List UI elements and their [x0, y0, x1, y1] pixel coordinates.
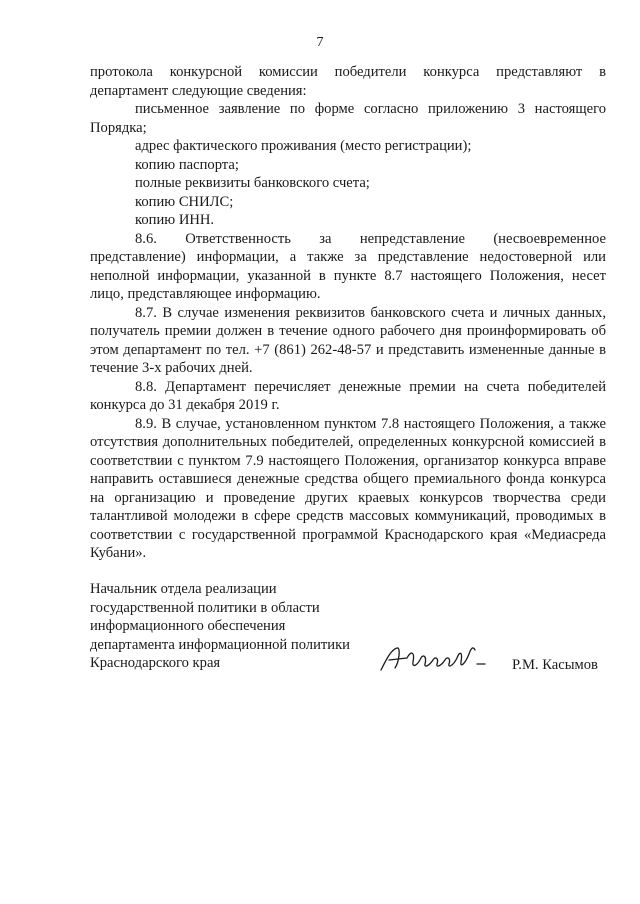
paragraph-8-6: 8.6. Ответственность за непредставление (несвоевременное представление) информации, а также за представление недостоверной или неполной информации, указанной в пункте 8.7 настоящего Положения, несет лицо, представляющее информацию.: [90, 230, 606, 302]
list-item: копию паспорта;: [135, 156, 239, 173]
signer-position-line: информационного обеспечения: [90, 618, 286, 634]
list-item: копию ИНН.: [135, 212, 215, 228]
paragraph-8-8: 8.8. Департамент перечисляет денежные премии на счета победителей конкурса до 31 декабря 2019 г.: [90, 378, 606, 413]
list-item: копию СНИЛС;: [135, 193, 234, 210]
list-item: полные реквизиты банковского счета;: [135, 175, 370, 191]
document-body: [90, 63, 606, 563]
required-documents-list: [90, 100, 606, 230]
handwritten-signature: [377, 640, 497, 676]
signer-name: Р.М. Касымов: [512, 657, 598, 673]
intro-paragraph: протокола конкурсной комиссии победители конкурса представляют в департамент следующие сведения:: [90, 64, 606, 99]
signer-position-line: Начальник отдела реализации: [90, 581, 277, 597]
signer-position-line: Краснодарского края: [90, 655, 221, 671]
paragraph-8-7: 8.7. В случае изменения реквизитов банковского счета и личных данных, получатель премии должен в течение одного рабочего дня проинформировать об этом департамент по тел. +7 (861) 262-48-57 и представить измененные данные в течение 3-х рабочих дней.: [90, 304, 606, 376]
list-item: письменное заявление по форме согласно приложению 3 настоящего Порядка;: [90, 101, 606, 136]
signature-block: [90, 580, 610, 673]
page-number: 7: [316, 35, 324, 50]
paragraph-8-9: 8.9. В случае, установленном пунктом 7.8 настоящего Положения, а также отсутствия дополнительных победителей, определенных конкурсной комиссией в соответствии с пунктом 7.9 настоящего Положения, организатор конкурса вправе направить оставшиеся денежные средства общего премиального фонда конкурса на организацию и проведение других краевых конкурсов творчества среди талантливой молодежи в сфере средств массовых коммуникаций, проводимых в соответствии с государственной программой Краснодарского края «Медиасреда Кубани».: [90, 415, 606, 561]
signer-position-line: государственной политики в области: [90, 599, 320, 616]
list-item: адрес фактического проживания (место регистрации);: [135, 138, 472, 154]
signer-position-line: департамента информационной политики: [90, 636, 350, 653]
